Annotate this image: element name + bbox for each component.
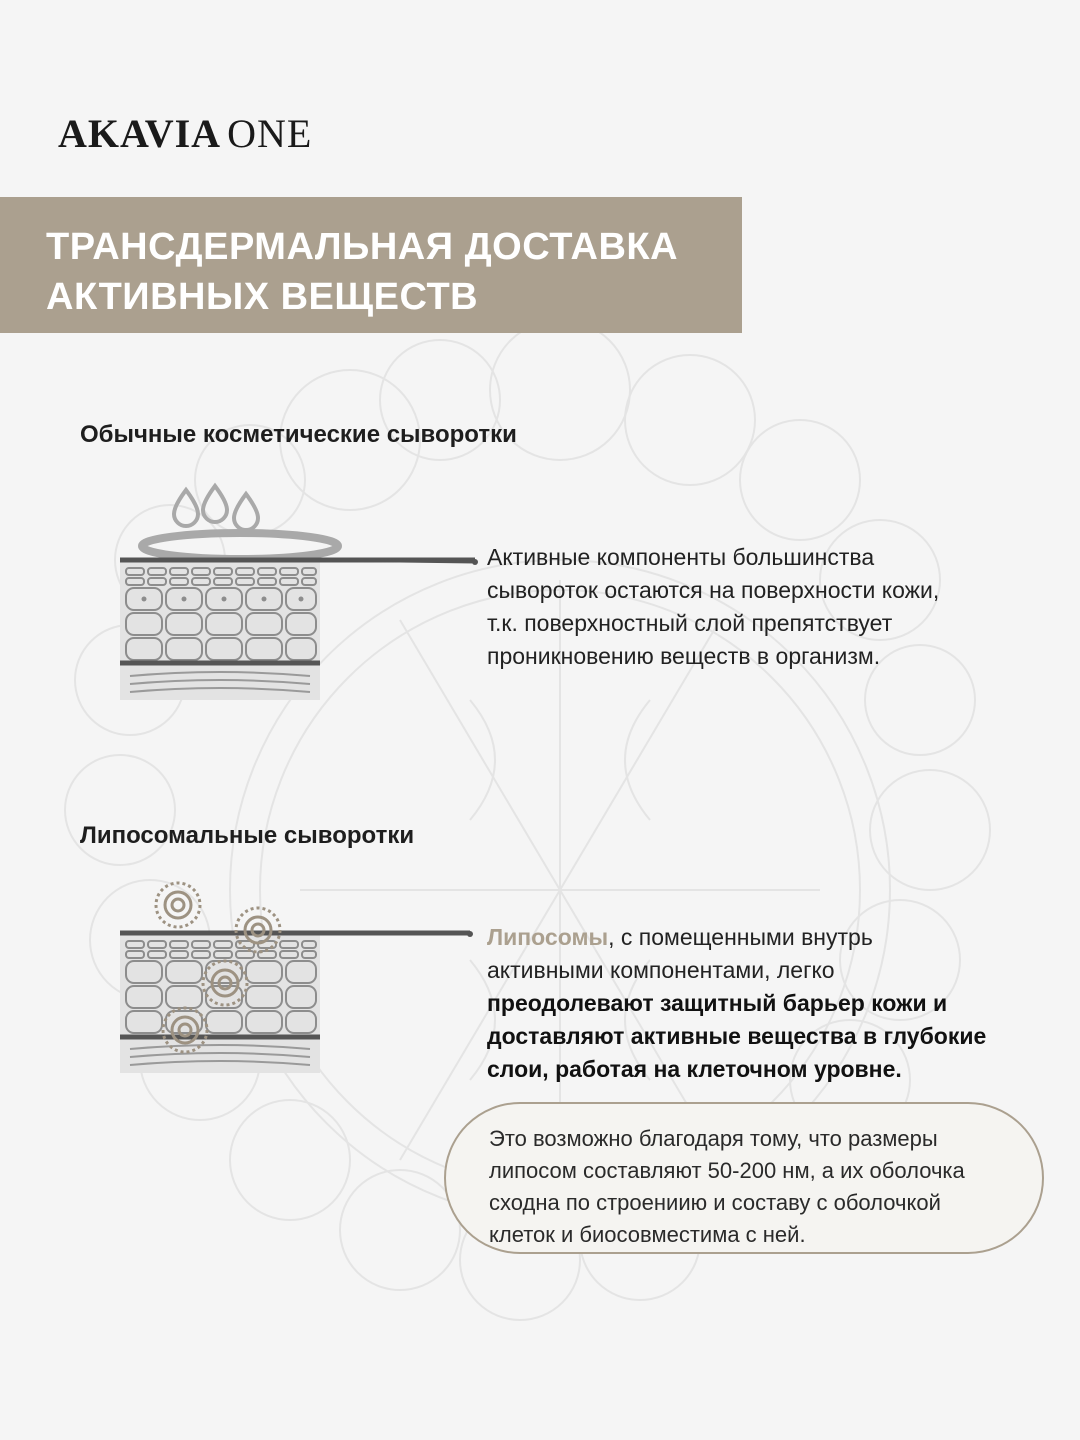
info-note-line-1: Это возможно благодаря тому, что размеры bbox=[489, 1126, 938, 1151]
page-title bbox=[46, 222, 678, 322]
info-note bbox=[444, 1102, 1044, 1254]
water-drop-icon bbox=[174, 486, 258, 530]
description-regular-line-4: проникновению веществ в организм. bbox=[487, 643, 881, 669]
description-liposomal-bold-3: слои, работая на клеточном уровне. bbox=[487, 1056, 902, 1082]
description-liposomal bbox=[487, 921, 1047, 1086]
description-regular-line-2: сывороток остаются на поверхности кожи, bbox=[487, 577, 940, 603]
brand-logo-light: ONE bbox=[227, 111, 313, 156]
description-liposomal-bold-2: доставляют активные вещества в глубокие bbox=[487, 1023, 987, 1049]
info-note-line-3: сходна по строениию и составу с оболочкой bbox=[489, 1190, 941, 1215]
description-liposomal-line-1: , с помещенными внутрь bbox=[608, 924, 873, 950]
brand-logo-bold: AKAVIA bbox=[58, 111, 222, 156]
info-note-text bbox=[489, 1123, 1034, 1251]
description-regular bbox=[487, 541, 1027, 673]
page-title-line-2: АКТИВНЫХ ВЕЩЕСТВ bbox=[46, 276, 479, 318]
description-liposomal-bold-1: преодолевают защитный барьер кожи и bbox=[487, 990, 948, 1016]
section-heading-liposomal: Липосомальные сыворотки bbox=[80, 822, 415, 849]
liposome-accent-word: Липосомы bbox=[487, 924, 609, 950]
brand-logo bbox=[58, 110, 312, 157]
description-regular-line-3: т.к. поверхностный слой препятствует bbox=[487, 610, 893, 636]
skin-layers-icon bbox=[110, 875, 480, 1085]
info-note-line-2: липосом составляют 50-200 нм, а их оболочка bbox=[489, 1158, 965, 1183]
description-liposomal-line-2: активными компонентами, легко bbox=[487, 957, 835, 983]
info-note-line-4: клеток и биосовместима с ней. bbox=[489, 1222, 806, 1247]
description-regular-line-1: Активные компоненты большинства bbox=[487, 544, 875, 570]
page-title-line-1: ТРАНСДЕРМАЛЬНАЯ ДОСТАВКА bbox=[46, 226, 679, 268]
section-heading-regular: Обычные косметические сыворотки bbox=[80, 421, 517, 448]
skin-layers-icon bbox=[110, 480, 480, 710]
